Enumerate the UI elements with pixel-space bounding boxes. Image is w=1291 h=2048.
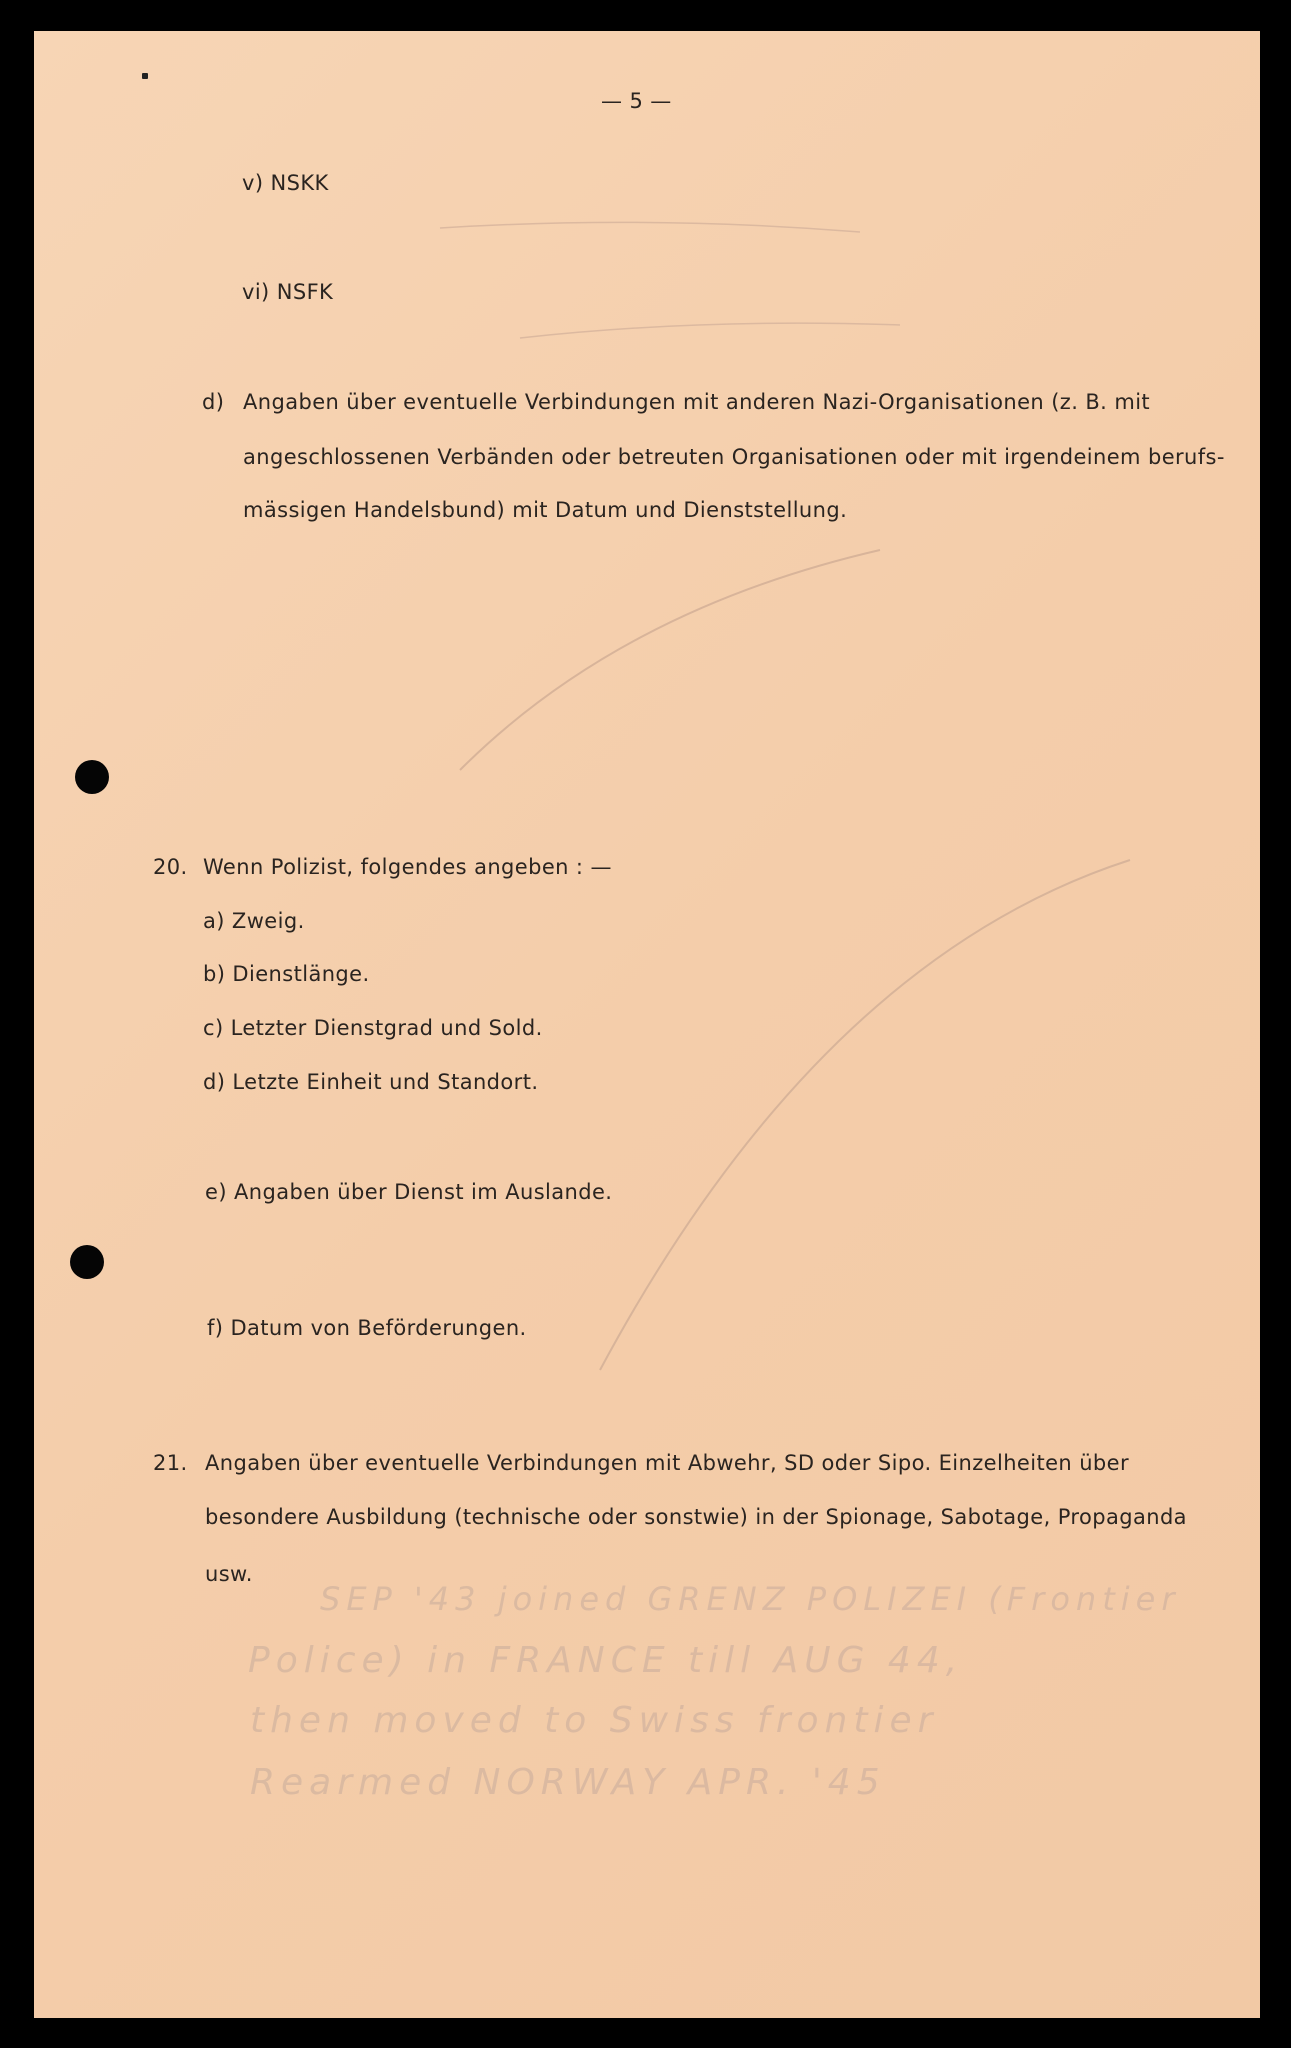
question-21-line2: besondere Ausbildung (technische oder sonstwie) in der Spionage, Sabotage, Propaganda (205, 1505, 1187, 1529)
item-d-line1: Angaben über eventuelle Verbindungen mit anderen Nazi-Organisationen (z. B. mit (243, 390, 1151, 414)
punch-hole-bottom (70, 1245, 104, 1279)
item-d-line3: mässigen Handelsbund) mit Datum und Dienststellung. (243, 498, 848, 522)
handwritten-note-line2: Police) in FRANCE till AUG 44, (248, 1640, 964, 1681)
page-number: — 5 — (601, 89, 672, 113)
punch-hole-top (75, 760, 109, 794)
handwritten-note-line4: Rearmed NORWAY APR. '45 (250, 1762, 886, 1803)
question-20-e: e) Angaben über Dienst im Auslande. (205, 1180, 613, 1204)
question-20-f: f) Datum von Beförderungen. (207, 1316, 527, 1340)
question-21-line1: Angaben über eventuelle Verbindungen mit Abwehr, SD oder Sipo. Einzelheiten über (205, 1451, 1130, 1475)
item-vi: vi) NSFK (242, 280, 334, 304)
question-21-line3: usw. (205, 1562, 253, 1586)
question-20-d: d) Letzte Einheit und Standort. (203, 1070, 539, 1094)
question-20-text: Wenn Polizist, folgendes angeben : — (203, 855, 612, 879)
question-21-number: 21. (153, 1451, 188, 1475)
item-d-label: d) (202, 390, 225, 414)
item-d-line2: angeschlossenen Verbänden oder betreuten Organisationen oder mit irgendeinem berufs- (243, 445, 1225, 469)
question-20-b: b) Dienstlänge. (203, 962, 370, 986)
corner-mark (142, 73, 148, 79)
handwritten-note-line3: then moved to Swiss frontier (250, 1700, 939, 1741)
question-20-c: c) Letzter Dienstgrad und Sold. (203, 1016, 543, 1040)
handwritten-note-line1: SEP '43 joined GRENZ POLIZEI (Frontier (320, 1580, 1181, 1618)
item-v: v) NSKK (242, 171, 329, 195)
question-20-a: a) Zweig. (203, 909, 305, 933)
question-20-number: 20. (153, 855, 188, 879)
